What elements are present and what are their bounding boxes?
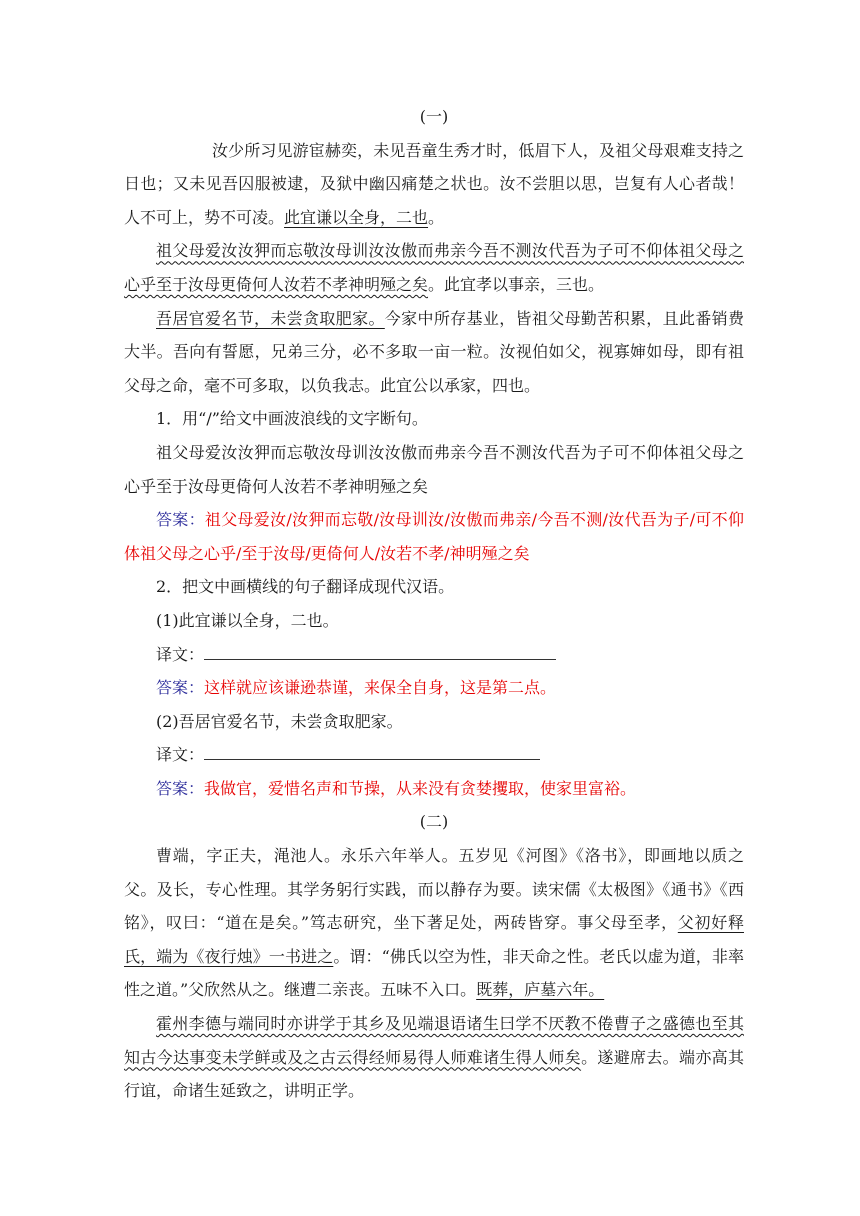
question-1-text: 祖父母爱汝汝狎而忘敬汝母训汝汝傲而弗亲今吾不测汝代吾为子可不仰体祖父母之心乎至于汝母更倚何人汝若不孝神明殛之矣 — [124, 442, 744, 496]
translation-line-1 — [124, 638, 744, 672]
question-1-prompt: 1．用“/”给文中画波浪线的文字断句。 — [156, 409, 428, 429]
passage-text: 曹端，字正夫，渑池人。永乐六年举人。五岁见《河图》《洛书》，即画地以质之父。及长，专心性理。其学务躬行实践，而以静存为要。读宋儒《太极图》《通书》《西铭》，叹曰：“道在是矣。”笃志研究，坐下著足处，两砖皆穿。事父母至孝， — [124, 846, 744, 933]
translation-label: 译文： — [156, 745, 205, 765]
answer-label: 答案： — [156, 678, 205, 698]
wavy-underlined-text: 祖父母爱汝汝狎而忘敬汝母训汝汝傲而弗亲今吾不测汝代吾为子可不仰体祖父母之心乎至于汝母更倚何人汝若不孝神明殛之矣 — [124, 241, 744, 294]
document-content — [124, 100, 744, 1108]
passage-paragraph — [124, 1007, 744, 1108]
answer-text: 这样就应该谦逊恭谨，来保全自身，这是第二点。 — [204, 678, 557, 698]
answer-label: 答案： — [156, 510, 205, 530]
passage-text: 今家中所存基业，皆祖父母勤苦积累，且此番销费大半。吾向有誓愿，兄弟三分，必不多取一亩一粒。汝视伯如父，视寡婶如母，即有祖父母之命，毫不可多取，以负我志。此宜公以承家，四也。 — [124, 308, 744, 395]
section-heading-1: (一) — [419, 107, 449, 126]
passage-paragraph — [124, 302, 744, 403]
passage-text: 。此宜孝以事亲，三也。 — [428, 274, 605, 294]
question-2-sub-1: (1)此宜谦以全身，二也。 — [156, 610, 339, 630]
underlined-sentence: 既葬，庐墓六年。 — [476, 980, 605, 1000]
passage-text: 。遂避席去。端亦高其行谊，命诸生延致之，讲明正学。 — [124, 1047, 744, 1101]
passage-text: 。谓：“佛氏以空为性，非天命之性。老氏以虚为道，非率性之道。”父欣然从之。继遭二亲丧。五味不入口。 — [124, 946, 744, 1000]
answer-blank[interactable] — [204, 641, 556, 660]
answer-text: 我做官，爱惜名声和节操，从来没有贪婪攫取，使家里富裕。 — [204, 778, 637, 798]
section-heading-2: (二) — [419, 812, 449, 832]
answer-text: 祖父母爱汝/汝狎而忘敬/汝母训汝/汝傲而弗亲/今吾不测/汝代吾为子/可不仰体祖父母之心乎/至于汝母/更倚何人/汝若不孝/神明殛之矣 — [124, 510, 744, 563]
question-2-answer-1 — [124, 671, 744, 705]
underlined-sentence: 父初好释氏，端为《夜行烛》一书进之 — [124, 913, 744, 966]
question-1-answer — [124, 503, 744, 570]
question-2-prompt: 2．把文中画横线的句子翻译成现代汉语。 — [156, 577, 455, 597]
answer-label: 答案： — [156, 778, 205, 798]
passage-paragraph — [124, 134, 744, 235]
answer-blank[interactable] — [204, 741, 540, 760]
passage-paragraph — [124, 839, 744, 1007]
underlined-sentence: 此宜谦以全身，二也 — [284, 207, 429, 227]
passage-paragraph — [124, 234, 744, 301]
translation-label: 译文： — [156, 644, 205, 664]
underlined-sentence: 吾居官爱名节，未尝贪取肥家。 — [156, 308, 385, 328]
passage-text: 汝少所习见游宦赫奕，未见吾童生秀才时，低眉下人，及祖父母艰难支持之日也；又未见吾囚服被逮，及狱中幽囚痛楚之状也。汝不尝胆以思，岂复有人心者哉！人不可上，势不可凌。 — [124, 140, 744, 227]
question-2-answer-2 — [124, 772, 744, 806]
wavy-underlined-text: 霍州李德与端同时亦讲学于其乡及见端退语诸生曰学不厌教不倦曹子之盛德也至其知古今达事变未学鲜或及之古云得经师易得人师难诸生得人师矣 — [124, 1014, 744, 1067]
translation-line-2 — [124, 738, 744, 772]
passage-text: 。 — [428, 207, 445, 227]
question-2-sub-2: (2)吾居官爱名节，未尝贪取肥家。 — [156, 711, 403, 731]
